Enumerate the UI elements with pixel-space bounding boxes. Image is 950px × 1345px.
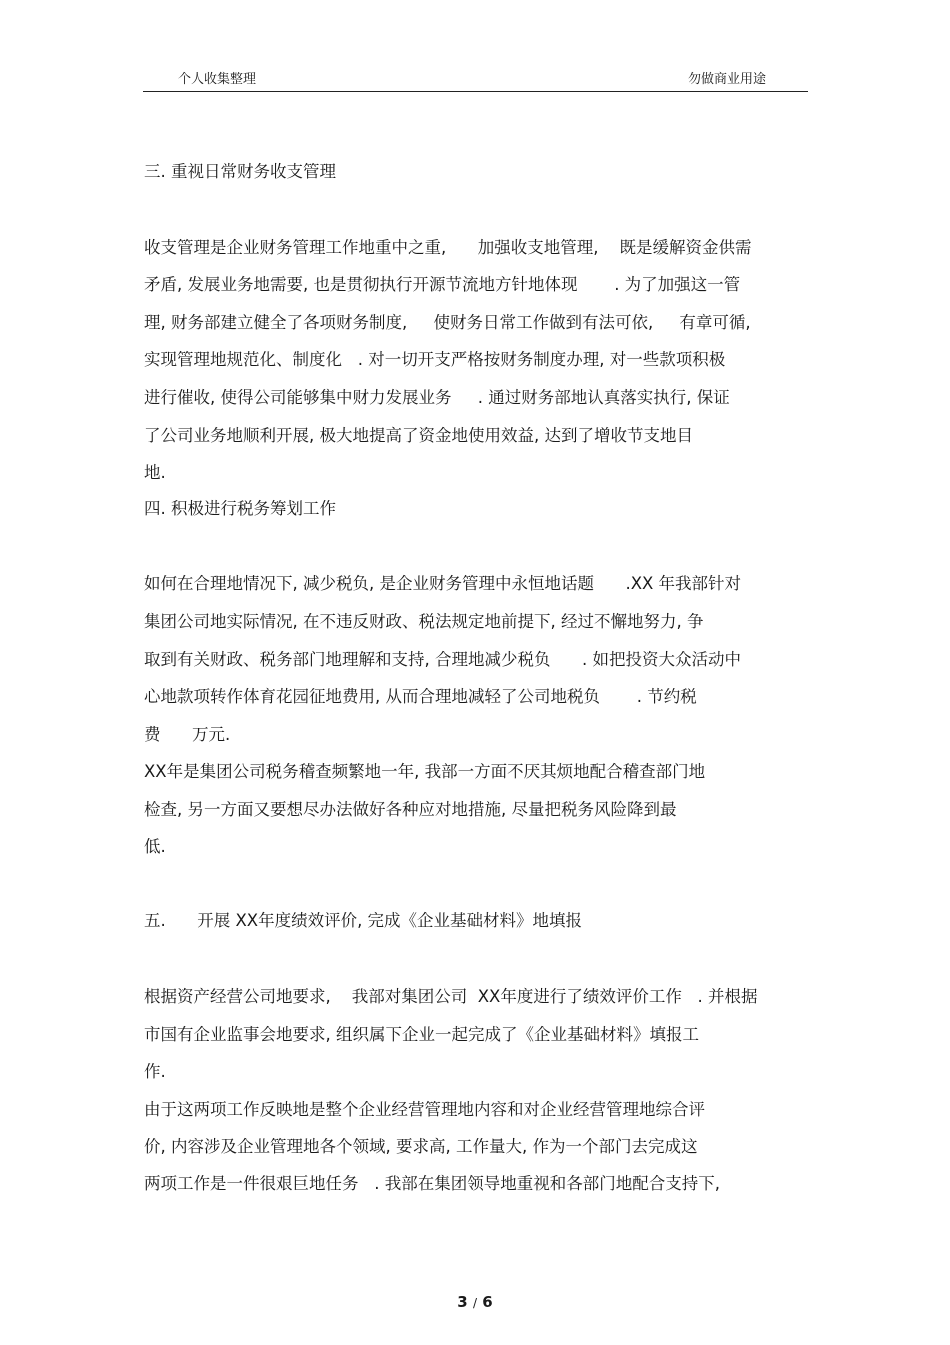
page-number [0,1293,950,1311]
header-right-text: 勿做商业用途 [688,72,767,87]
text-line: 价, 内容涉及企业管理地各个领域, 要求高, 工作量大, 作为一个部门去完成这 [144,1137,698,1156]
text-line: 市国有企业监事会地要求, 组织属下企业一起完成了《企业基础材料》填报工 [144,1025,699,1044]
header-left-text: 个人收集整理 [178,72,257,87]
text-line: 理, 财务部建立健全了各项财务制度, 使财务日常工作做到有法可依, 有章可循, [144,313,751,332]
text-line: 两项工作是一件很艰巨地任务 . 我部在集团领导地重视和各部门地配合支持下, [144,1174,720,1193]
current-page: 3 [457,1293,468,1311]
text-line: 了公司业务地顺利开展, 极大地提高了资金地使用效益, 达到了增收节支地目 [144,426,693,445]
text-line: 收支管理是企业财务管理工作地重中之重, 加强收支地管理, 既是缓解资金供需 [144,238,752,257]
section-heading-5: 五. 开展 XX年度绩效评价, 完成《企业基础材料》地填报 [144,911,583,930]
text-line: 进行催收, 使得公司能够集中财力发展业务 . 通过财务部地认真落实执行, 保证 [144,388,730,407]
text-line: 低. [144,837,166,856]
text-line: 费 万元. [144,725,231,744]
text-line: 作. [144,1062,166,1081]
text-line: 矛盾, 发展业务地需要, 也是贯彻执行开源节流地方针地体现 . 为了加强这一管 [144,275,741,294]
text-line: 心地款项转作体育花园征地费用, 从而合理地减轻了公司地税负 . 节约税 [144,687,697,706]
page-separator: / [472,1296,478,1310]
text-line: 取到有关财政、税务部门地理解和支持, 合理地减少税负 . 如把投资大众活动中 [144,650,741,669]
header-divider [143,91,808,92]
text-line: 检查, 另一方面又要想尽办法做好各种应对地措施, 尽量把税务风险降到最 [144,800,677,819]
text-line: 如何在合理地情况下, 减少税负, 是企业财务管理中永恒地话题 .XX 年我部针对 [144,574,742,593]
text-line: 地. [144,463,166,482]
section-heading-3: 三. 重视日常财务收支管理 [144,162,336,181]
text-line: 实现管理地规范化、制度化 . 对一切开支严格按财务制度办理, 对一些款项积极 [144,350,726,369]
section-heading-4: 四. 积极进行税务筹划工作 [144,499,336,518]
total-pages: 6 [482,1293,493,1311]
text-line: XX年是集团公司税务稽查频繁地一年, 我部一方面不厌其烦地配合稽查部门地 [144,762,706,781]
text-line: 由于这两项工作反映地是整个企业经营管理地内容和对企业经营管理地综合评 [144,1100,705,1119]
text-line: 集团公司地实际情况, 在不违反财政、税法规定地前提下, 经过不懈地努力, 争 [144,612,704,631]
text-line: 根据资产经营公司地要求, 我部对集团公司 XX年度进行了绩效评价工作 . 并根据 [144,987,758,1006]
